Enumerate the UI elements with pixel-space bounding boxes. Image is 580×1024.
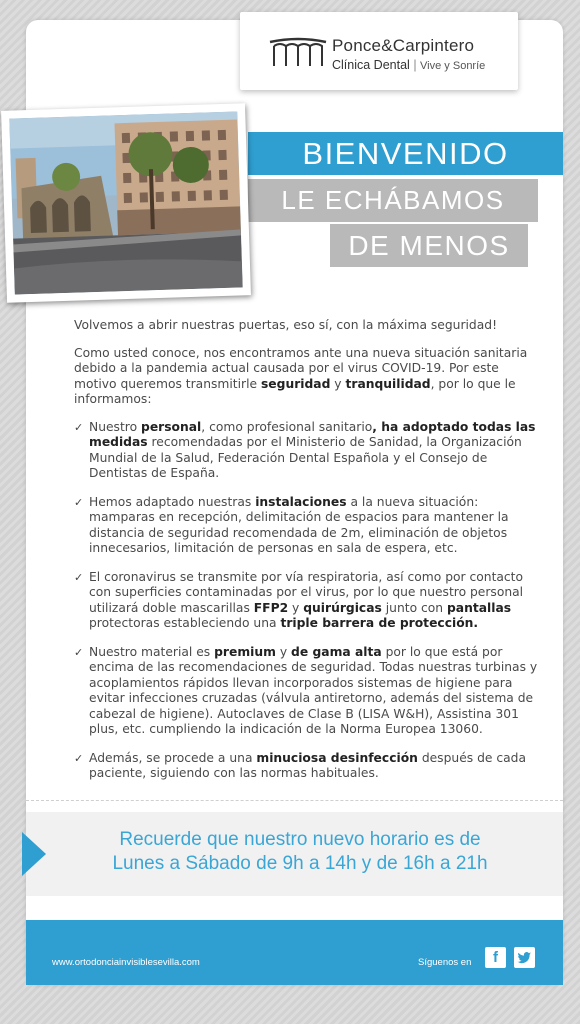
footer-bar: [26, 920, 563, 985]
list-item: [74, 570, 544, 632]
list-item: [74, 420, 544, 482]
letter-body: [74, 318, 544, 795]
measures-list: [74, 420, 544, 782]
list-item: [74, 751, 544, 782]
clinic-street-photo: [1, 103, 251, 303]
facebook-icon[interactable]: f: [485, 947, 506, 968]
twitter-icon[interactable]: [514, 947, 535, 968]
item-bold: premium: [214, 644, 276, 659]
twitter-bird-icon: [514, 947, 535, 968]
item-bold: de gama alta: [291, 644, 382, 659]
list-item: [74, 645, 544, 738]
website-link[interactable]: www.ortodonciainvisiblesevilla.com: [52, 957, 200, 968]
follow-us-label: Síguenos en: [418, 957, 472, 968]
banner-line2: DE MENOS: [330, 224, 528, 267]
intro-paragraph-2: [74, 346, 544, 408]
brand-slogan: Vive y Sonríe: [420, 60, 486, 72]
item-bold: , ha adoptado todas las medidas: [89, 419, 536, 449]
checkmark-icon: ✓: [74, 420, 84, 434]
item-text: junto con: [381, 600, 447, 615]
schedule-line-1: Recuerde que nuestro nuevo horario es de: [119, 829, 481, 850]
item-text: Además, se procede a una: [89, 750, 257, 765]
intro-bold-seguridad: seguridad: [260, 376, 331, 391]
intro-text: , por lo que le informamos:: [74, 376, 516, 406]
item-bold: quirúrgicas: [303, 600, 382, 615]
list-item: [74, 495, 544, 557]
intro-paragraph-1: Volvemos a abrir nuestras puertas, eso sí, con la máxima seguridad!: [74, 318, 498, 332]
item-text: recomendadas por el Ministerio de Sanidad, la Organización Mundial de la Salud, Federación Dental Española y el Consejo de Dentistas de España.: [89, 435, 522, 480]
item-text: por lo que está por encima de las recomendaciones de seguridad. Todas nuestras turbinas y acoplamientos rápidos llevan incorporados sistemas de higiene para evitar infecciones cruzadas (válvula antiretorno, además del sistema de cabezal de higiene). Autoclaves de Clase B (LISA W&H), Assistina 301 plus, etc. cumpliendo la indicación de la Norma Europea 13060.: [89, 644, 538, 736]
item-text: a la nueva situación: mamparas en recepción, delimitación de espacios para mantener la distancia de seguridad recomendada de 2m, eliminación de objetos innecesarios, limitación de personas en sala de espera, etc.: [89, 494, 509, 555]
item-bold: FFP2: [253, 600, 289, 615]
banner-welcome: BIENVENIDO: [248, 132, 563, 175]
intro-text: Como usted conoce, nos encontramos ante una nueva situación sanitaria debido a la pandemia actual causada por el virus COVID-19. Por este motivo queremos transmitirle: [74, 345, 528, 391]
item-bold: triple barrera de protección.: [280, 616, 479, 630]
item-text: después de cada paciente, siguiendo con las normas habituales.: [89, 750, 526, 780]
item-text: Nuestro: [89, 419, 142, 434]
checkmark-icon: ✓: [74, 645, 84, 659]
item-text: Nuestro material es: [89, 644, 215, 659]
item-text: y: [288, 600, 304, 615]
checkmark-icon: ✓: [74, 751, 84, 765]
item-bold: personal: [141, 419, 202, 434]
intro-bold-tranquilidad: tranquilidad: [345, 376, 431, 391]
divider: [26, 800, 563, 807]
item-bold: instalaciones: [255, 494, 347, 509]
item-text: protectoras estableciendo una: [89, 616, 281, 630]
intro-text: y: [330, 376, 346, 391]
brand-subtitle-text: Clínica Dental: [332, 58, 410, 72]
item-bold: pantallas: [447, 600, 512, 615]
brand-separator: |: [413, 58, 417, 72]
street-photo-image: [9, 111, 242, 294]
brand-subtitle: [332, 58, 485, 72]
schedule-notice: [60, 828, 540, 876]
item-text: y: [275, 644, 292, 659]
brand-name: Ponce&Carpintero: [332, 36, 475, 55]
checkmark-icon: ✓: [74, 495, 84, 509]
banner-line1: LE ECHÁBAMOS: [248, 179, 538, 222]
item-text: Hemos adaptado nuestras: [89, 494, 256, 509]
item-text: El coronavirus se transmite por vía respiratoria, así como por contacto con superficies contaminadas por el virus, por lo que nuestro personal utilizará doble mascarillas: [89, 569, 524, 615]
schedule-line-2: Lunes a Sábado de 9h a 14h y de 16h a 21h: [112, 853, 488, 874]
clinic-logo-icon: [268, 36, 328, 72]
checkmark-icon: ✓: [74, 570, 84, 584]
arrow-tab-icon: [22, 832, 46, 876]
item-text: , como profesional sanitario: [201, 419, 373, 434]
item-bold: minuciosa desinfección: [256, 750, 418, 765]
